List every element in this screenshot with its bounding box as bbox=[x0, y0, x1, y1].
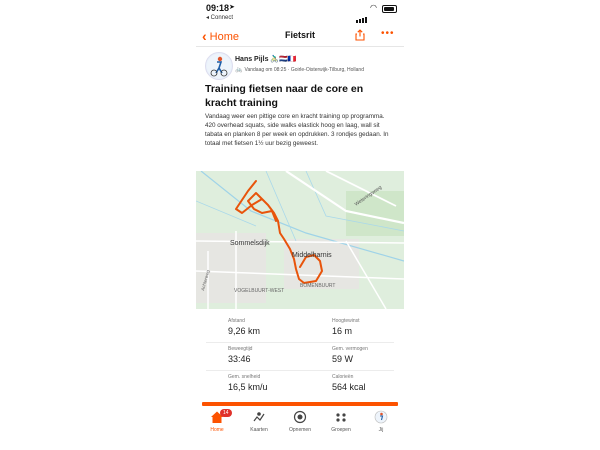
stat-label: Calorieën bbox=[332, 374, 354, 380]
athlete-name[interactable]: Hans Pijls 🚴🏻‍♂️🇳🇱🇫🇷 bbox=[235, 56, 297, 63]
tab-bar bbox=[196, 406, 404, 450]
stat-label: Beweegtijd bbox=[228, 346, 253, 352]
profile-avatar-icon bbox=[374, 410, 388, 424]
activity-meta bbox=[235, 66, 364, 73]
stat-value: 33:46 bbox=[228, 354, 251, 364]
battery-icon bbox=[382, 5, 397, 13]
map-label-district2: BOMENBUURT bbox=[300, 283, 336, 289]
location-arrow-icon: ➤ bbox=[229, 4, 235, 11]
stat-speed bbox=[228, 374, 332, 392]
stat-value: 59 W bbox=[332, 354, 354, 364]
tab-record[interactable] bbox=[279, 410, 321, 433]
tab-label: Jij bbox=[378, 427, 384, 433]
stats-divider bbox=[206, 342, 394, 343]
stat-power bbox=[332, 346, 404, 364]
tab-maps[interactable] bbox=[238, 410, 280, 433]
stat-value: 9,26 km bbox=[228, 326, 261, 336]
chevron-left-icon: ‹ bbox=[202, 28, 207, 44]
stat-distance bbox=[228, 318, 332, 336]
bike-icon: 🚲 bbox=[235, 67, 243, 73]
stat-label: Gem. vermogen bbox=[332, 346, 368, 352]
stat-value: 564 kcal bbox=[332, 382, 366, 392]
status-bar bbox=[196, 0, 404, 24]
notification-badge: 14 bbox=[220, 409, 232, 417]
wifi-icon: ◠ bbox=[370, 3, 377, 12]
phone-screen bbox=[196, 0, 404, 450]
stat-calories bbox=[332, 374, 404, 392]
map-label-side-road: Achterweg bbox=[200, 269, 211, 292]
stat-moving-time bbox=[228, 346, 332, 364]
tab-label: Kaarten bbox=[250, 427, 268, 433]
map-icon bbox=[252, 410, 266, 424]
map-label-town2: Middelharnis bbox=[292, 252, 332, 259]
activity-date-location: Vandaag om 08:25 · Goirle-Oisterwijk-Tilburg, Holland bbox=[244, 67, 364, 73]
more-options-icon[interactable]: ••• bbox=[381, 28, 395, 39]
stat-value: 16 m bbox=[332, 326, 353, 336]
tab-groups[interactable] bbox=[320, 410, 362, 433]
status-time: 09:18 bbox=[206, 3, 230, 13]
stat-elevation bbox=[332, 318, 404, 336]
tab-label: Groepen bbox=[331, 427, 351, 433]
back-to-app-link[interactable]: ◂ Connect bbox=[206, 15, 234, 21]
activity-description: Vandaag weer een pittige core en kracht training op programma. 420 overhead squats, side walks elastick hoog en laag, wall sit tabata en planken 8 per week en opdrukken. 3 rondjes gedaan. In totaal met fietsen 1½ uur bezig geweest. bbox=[205, 113, 389, 147]
stat-label: Afstand bbox=[228, 318, 245, 324]
tab-label: Opnemen bbox=[289, 427, 311, 433]
activity-stats bbox=[196, 314, 404, 400]
navigation-bar bbox=[196, 24, 404, 47]
map-label-town1: Sommelsdijk bbox=[230, 240, 270, 247]
tab-label: Home bbox=[210, 427, 224, 433]
avatar-cyclist-icon bbox=[206, 53, 232, 79]
map-label-road: Weteringsweg bbox=[353, 184, 384, 208]
tab-you[interactable] bbox=[360, 410, 402, 433]
page-title: Fietsrit bbox=[284, 30, 315, 40]
stats-divider bbox=[206, 370, 394, 371]
groups-icon bbox=[334, 410, 348, 424]
cellular-signal-icon bbox=[356, 5, 368, 23]
record-icon bbox=[293, 410, 307, 424]
back-label: Home bbox=[209, 31, 240, 43]
stat-label: Gem. snelheid bbox=[228, 374, 261, 380]
tab-home[interactable] bbox=[196, 410, 238, 433]
map-label-district1: VOGELBUURT-WEST bbox=[234, 288, 285, 294]
route-map[interactable] bbox=[196, 171, 404, 309]
stat-label: Hoogtewinst bbox=[332, 318, 360, 324]
stat-value: 16,5 km/u bbox=[228, 382, 268, 392]
share-icon[interactable] bbox=[354, 29, 366, 41]
athlete-avatar[interactable] bbox=[205, 52, 233, 80]
activity-title: Training fietsen naar de core en kracht training bbox=[205, 83, 364, 109]
